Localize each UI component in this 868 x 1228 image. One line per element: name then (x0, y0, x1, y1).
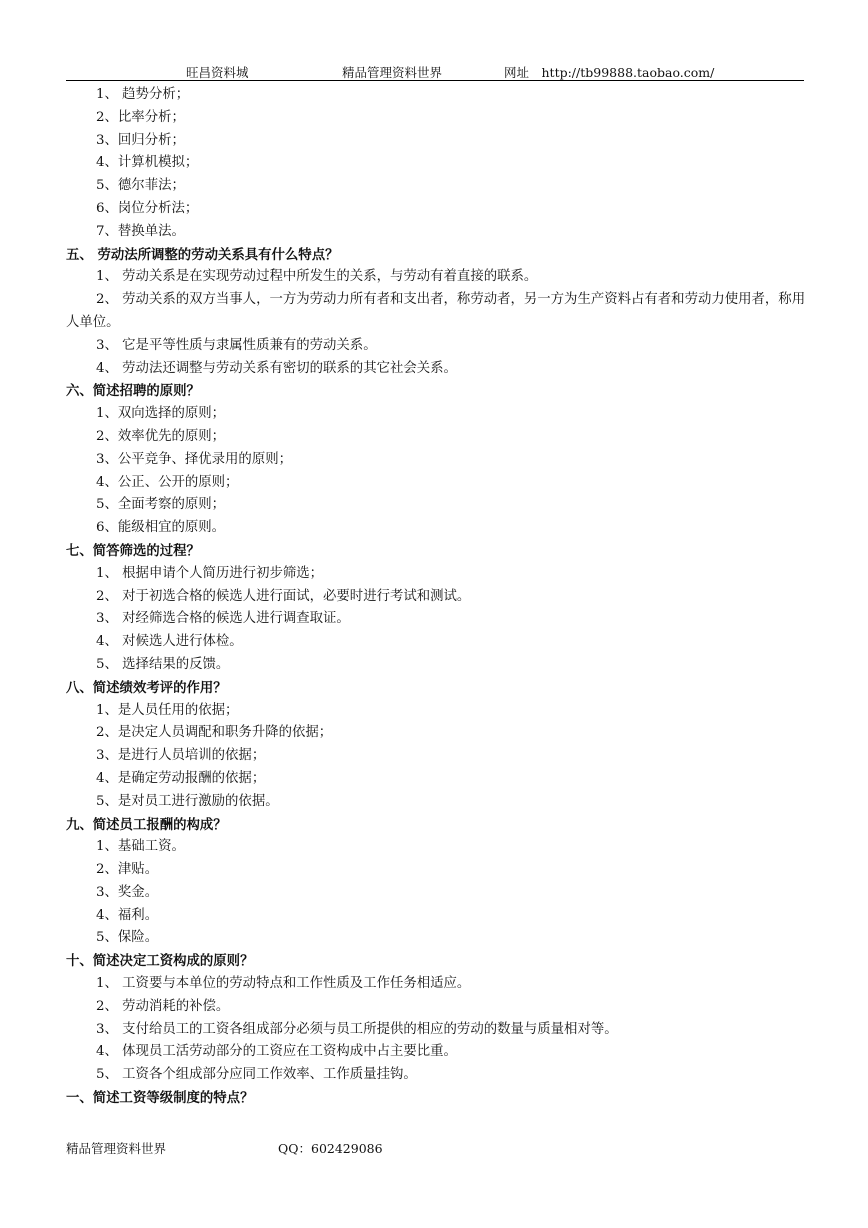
list-item: 5、 工资各个组成部分应同工作效率、工作质量挂钩。 (96, 1067, 417, 1083)
page-header (66, 58, 804, 81)
list-item: 1、是人员任用的依据； (96, 702, 239, 718)
section-heading: 十、简述决定工资构成的原则？ (66, 953, 254, 970)
list-item: 3、回归分析； (96, 132, 185, 148)
list-item: 4、 劳动法还调整与劳动关系有密切的联系的其它社会关系。 (96, 360, 457, 376)
list-item: 2、 劳动消耗的补偿。 (96, 998, 230, 1014)
list-item: 3、 它是平等性质与隶属性质兼有的劳动关系。 (96, 337, 377, 353)
list-item: 2、效率优先的原则； (96, 428, 226, 444)
footer-qq: QQ：602429086 (278, 1141, 383, 1156)
section-heading: 七、简答筛选的过程？ (66, 542, 200, 559)
section-heading: 五、 劳动法所调整的劳动关系具有什么特点？ (66, 246, 339, 263)
list-item: 1、 劳动关系是在实现劳动过程中所发生的关系，与劳动有着直接的联系。 (96, 269, 538, 285)
list-item: 2、 劳动关系的双方当事人，一方为劳动力所有者和支出者，称劳动者，另一方为生产资料占有者和劳动力使用者，称用人单位。 (66, 292, 806, 330)
list-item: 4、是确定劳动报酬的依据； (96, 770, 266, 786)
list-item: 3、公平竞争、择优录用的原则； (96, 451, 292, 467)
header-url: 网址 http://tb99888.taobao.com/ (504, 65, 715, 80)
list-item: 2、是决定人员调配和职务升降的依据； (96, 725, 333, 741)
list-item: 2、比率分析； (96, 109, 185, 125)
section-heading: 八、简述绩效考评的作用？ (66, 679, 227, 696)
document-body (66, 84, 806, 1110)
list-item: 1、 趋势分析； (96, 87, 190, 102)
list-item: 5、全面考察的原则； (96, 497, 226, 513)
section-heading: 一、简述工资等级制度的特点？ (66, 1090, 254, 1107)
header-shop-name: 旺昌资料城 (186, 65, 249, 80)
list-item: 3、奖金。 (96, 884, 159, 900)
list-item: 1、基础工资。 (96, 839, 185, 855)
section-heading: 九、简述员工报酬的构成？ (66, 816, 227, 833)
list-item: 1、 根据申请个人简历进行初步筛选； (96, 565, 324, 581)
header-site-name: 精品管理资料世界 (342, 65, 443, 80)
section-heading: 六、简述招聘的原则？ (66, 383, 200, 400)
list-item: 4、公正、公开的原则； (96, 474, 239, 490)
list-item: 5、德尔菲法； (96, 178, 185, 194)
list-item: 1、双向选择的原则； (96, 406, 226, 422)
list-item: 4、 体现员工活劳动部分的工资应在工资构成中占主要比重。 (96, 1044, 457, 1060)
list-item: 1、 工资要与本单位的劳动特点和工作性质及工作任务相适应。 (96, 976, 471, 992)
list-item: 5、是对员工进行激励的依据。 (96, 793, 279, 809)
list-item: 5、保险。 (96, 930, 159, 946)
list-item: 2、 对于初选合格的候选人进行面试，必要时进行考试和测试。 (96, 588, 471, 604)
list-item: 3、是进行人员培训的依据； (96, 748, 266, 764)
list-item: 5、 选择结果的反馈。 (96, 656, 230, 672)
list-item: 6、能级相宜的原则。 (96, 520, 226, 536)
list-item: 3、 支付给员工的工资各组成部分必须与员工所提供的相应的劳动的数量与质量相对等。 (96, 1021, 618, 1037)
list-item: 2、津贴。 (96, 862, 159, 878)
list-item: 4、计算机模拟； (96, 155, 199, 171)
list-item: 4、 对候选人进行体检。 (96, 634, 243, 650)
list-item: 4、福利。 (96, 907, 159, 923)
list-item: 3、 对经筛选合格的候选人进行调查取证。 (96, 611, 350, 627)
list-item: 7、替换单法。 (96, 223, 185, 239)
list-item: 6、岗位分析法； (96, 200, 199, 216)
footer-site-name: 精品管理资料世界 (66, 1141, 167, 1156)
